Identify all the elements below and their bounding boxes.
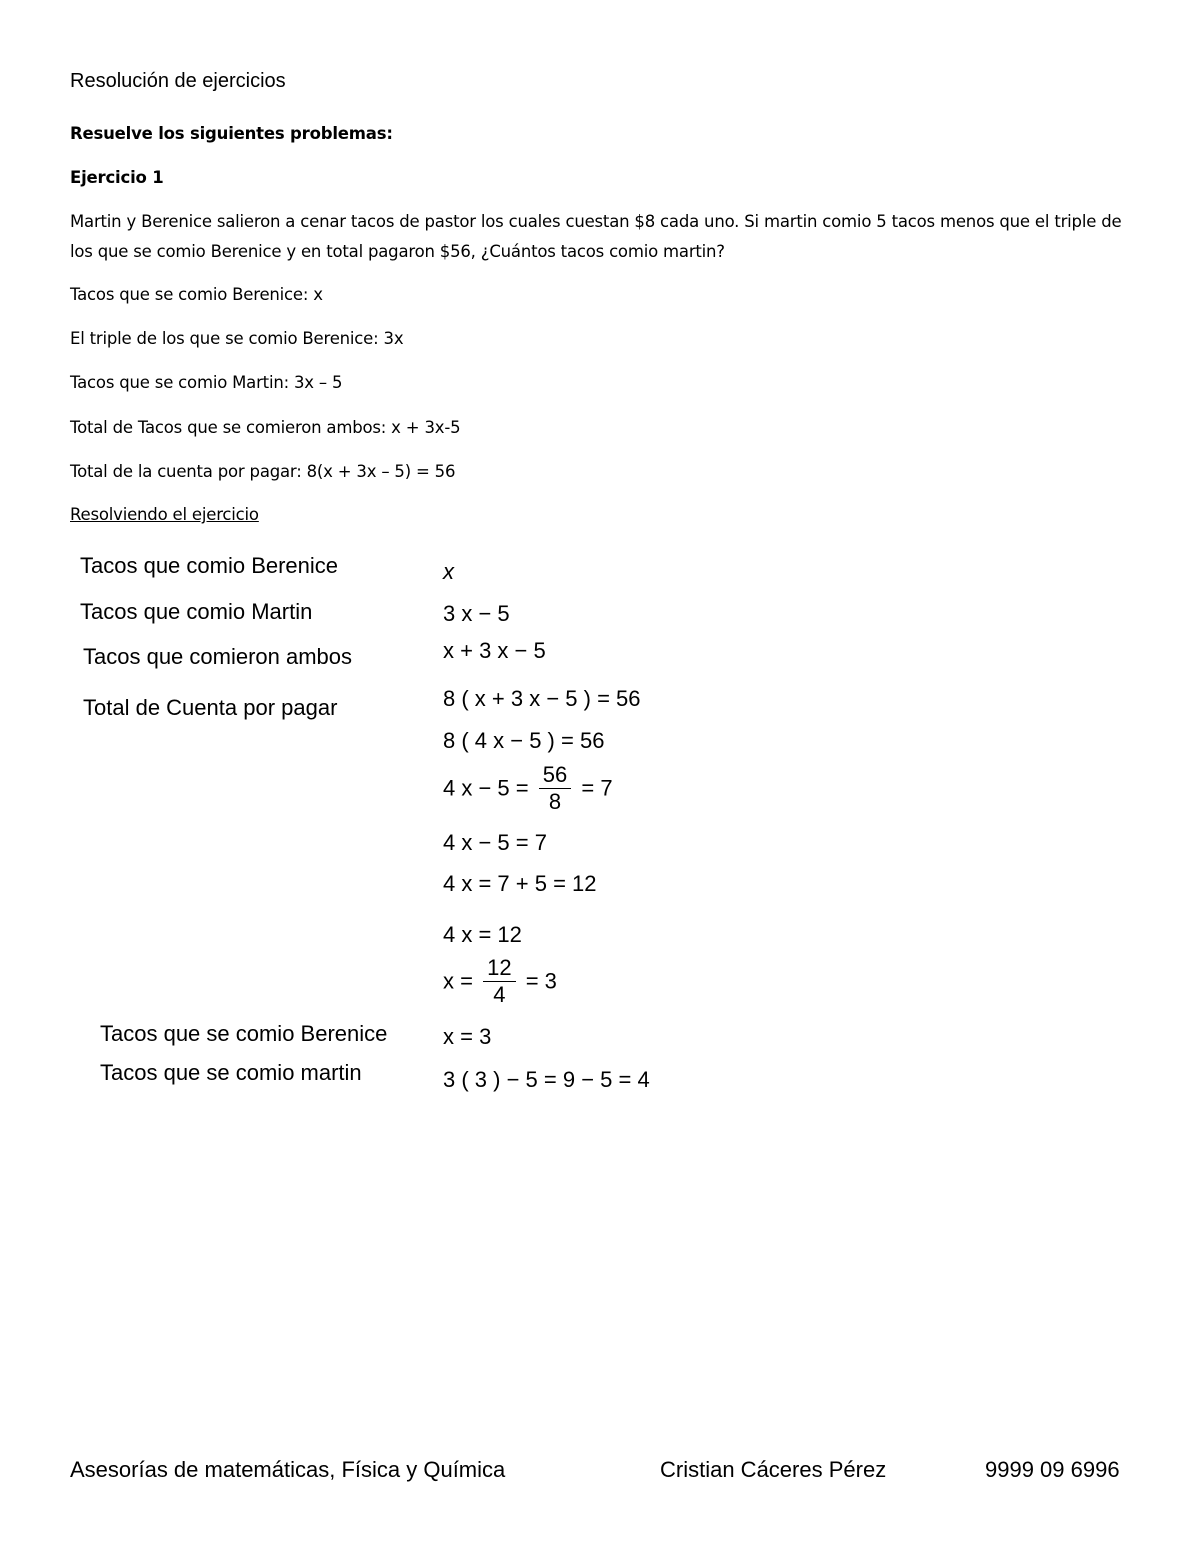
label-martin: Tacos que comio Martin [80,599,313,624]
math-line: 4 x = 12 [443,922,522,947]
instruction-heading: Resuelve los siguientes problemas: [70,124,393,143]
math-fraction-line [443,955,557,1008]
math-left: x = [443,968,473,994]
math-line: x + 3 x − 5 [443,638,546,663]
math-line: 3 x − 5 [443,601,510,626]
fraction-denominator: 8 [548,789,562,814]
math-line: 8 ( x + 3 x − 5 ) = 56 [443,686,641,711]
fraction-numerator: 56 [539,762,571,789]
math-fraction-line [443,762,613,815]
math-line: 4 x = 7 + 5 = 12 [443,871,597,896]
math-right: = 7 [581,775,613,801]
footer-phone: 9999 09 6996 [985,1457,1120,1482]
math-line: x = 3 [443,1024,492,1049]
footer-author: Cristian Cáceres Pérez [660,1457,887,1482]
step-line: El triple de los que se comio Berenice: 3x [70,329,404,348]
step-line: Total de Tacos que se comieron ambos: x + 3x-5 [70,418,461,437]
math-left: 4 x − 5 = [443,775,529,801]
math-line: 3 ( 3 ) − 5 = 9 − 5 = 4 [443,1067,650,1092]
math-line: 8 ( 4 x − 5 ) = 56 [443,728,605,753]
exercise-title: Ejercicio 1 [70,168,164,187]
fraction [539,762,571,815]
fraction-numerator: 12 [483,955,515,982]
math-line: x [443,559,454,584]
step-line: Tacos que se comio Martin: 3x – 5 [70,373,343,392]
math-line: 4 x − 5 = 7 [443,830,547,855]
step-line: Tacos que se comio Berenice: x [70,285,323,304]
footer-subject: Asesorías de matemáticas, Física y Química [70,1457,506,1482]
solving-heading: Resolviendo el ejercicio [70,505,259,524]
label-ambos: Tacos que comieron ambos [83,644,353,669]
page-title: Resolución de ejercicios [70,70,286,92]
label-result-martin: Tacos que se comio martin [100,1060,362,1085]
label-result-berenice: Tacos que se comio Berenice [100,1021,388,1046]
problem-statement: Martin y Berenice salieron a cenar tacos de pastor los cuales cuestan $8 cada uno. Si martin comio 5 tacos menos que el triple de los que se comio Berenice y en total pagaron $56, ¿Cuántos tacos comio martin? [70,212,1122,261]
label-berenice: Tacos que comio Berenice [80,553,339,578]
fraction [483,955,515,1008]
fraction-denominator: 4 [493,982,506,1007]
label-total: Total de Cuenta por pagar [83,695,338,720]
math-right: = 3 [525,968,557,994]
step-line: Total de la cuenta por pagar: 8(x + 3x – 5) = 56 [70,462,456,481]
